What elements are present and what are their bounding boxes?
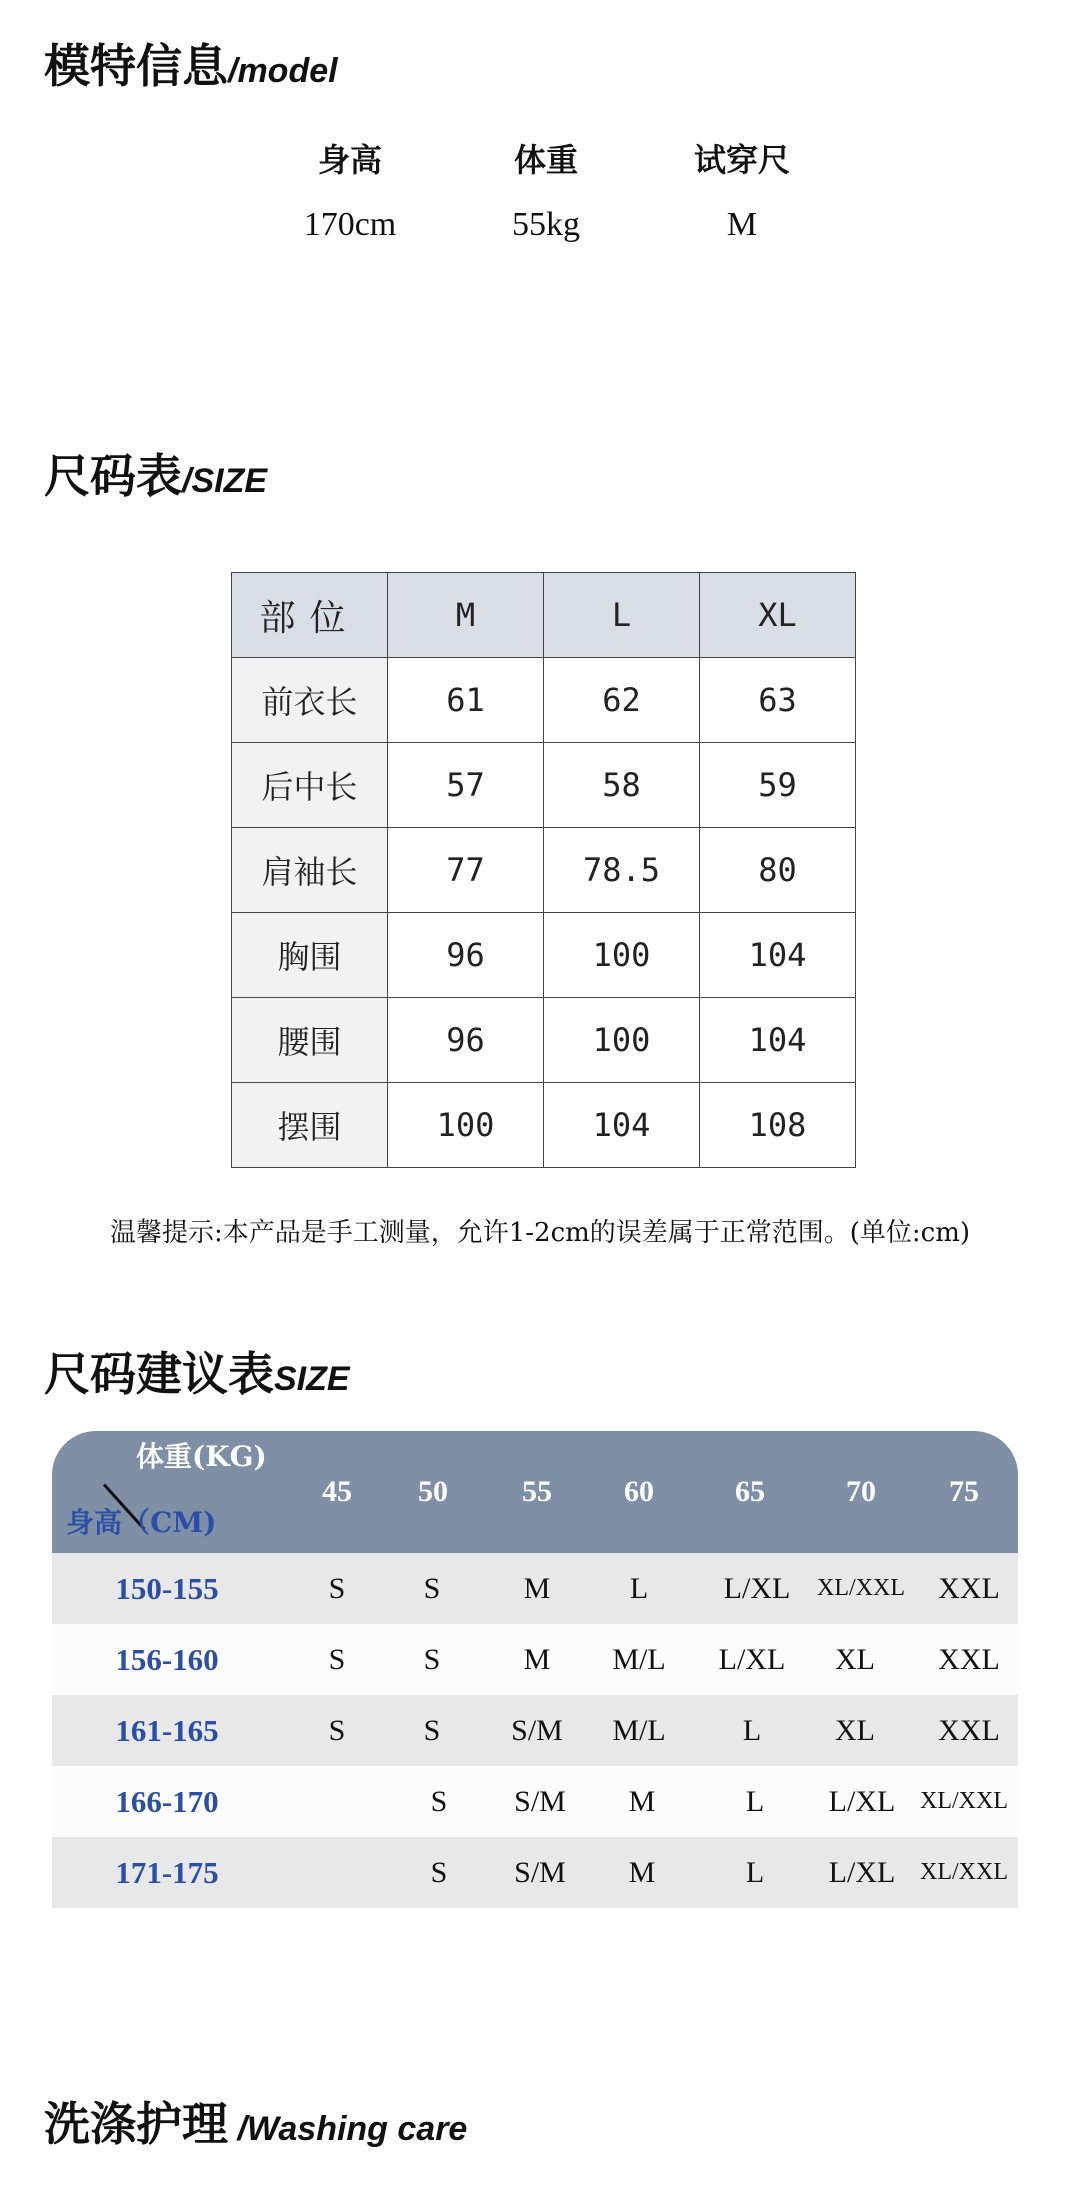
recommend-table — [52, 1431, 1018, 1908]
recommend-title-zh: 尺码建议表 — [44, 1347, 274, 1401]
value-cell: 100 — [388, 1083, 544, 1168]
height-range: 161-165 — [115, 1713, 219, 1748]
value-cell: 100 — [544, 998, 700, 1083]
size-cell: L — [745, 1785, 765, 1818]
size-cell: XXL — [938, 1572, 1000, 1605]
value-cell: 78.5 — [544, 828, 700, 913]
header-cell: 部位 — [232, 573, 388, 658]
size-cell: L — [629, 1572, 649, 1605]
size-cell: M — [628, 1856, 656, 1889]
recommend-row — [52, 1624, 1018, 1695]
weight-cell: 50 — [418, 1475, 448, 1508]
part-cell: 前衣长 — [232, 658, 388, 743]
recommend-row — [52, 1553, 1018, 1624]
size-cell: L/XL — [718, 1643, 786, 1676]
size-cell: L — [745, 1856, 765, 1889]
value-cell: 96 — [388, 998, 544, 1083]
size-cell: S — [328, 1572, 346, 1605]
part-cell: 胸围 — [232, 913, 388, 998]
value-cell: 62 — [544, 658, 700, 743]
recommend-row — [52, 1837, 1018, 1908]
size-cell: XL — [835, 1714, 875, 1747]
measurement-tip: 温馨提示:本产品是手工测量，允许1-2cm的误差属于正常范围。(单位:cm) — [109, 1218, 971, 1248]
size-cell: XL/XXL — [817, 1575, 905, 1601]
size-cell: XL/XXL — [920, 1859, 1008, 1885]
table-row — [232, 828, 856, 913]
size-cell: S — [423, 1643, 441, 1676]
recommend-row — [52, 1695, 1018, 1766]
recommend-title-en: SIZE — [274, 1360, 350, 1398]
size-cell: M — [628, 1785, 656, 1818]
weight-axis-label: 体重(KG) — [136, 1440, 267, 1473]
part-cell: 摆围 — [232, 1083, 388, 1168]
weight-cell: 75 — [949, 1475, 979, 1508]
size-cell: XL — [835, 1643, 875, 1676]
weight-cell: 45 — [322, 1475, 352, 1508]
size-cell: M/L — [612, 1714, 666, 1747]
header-cell: XL — [700, 573, 856, 658]
model-label: 身高 — [317, 141, 382, 179]
size-cell: L/XL — [828, 1785, 896, 1818]
value-cell: 96 — [388, 913, 544, 998]
value-cell: 57 — [388, 743, 544, 828]
size-cell: XXL — [938, 1643, 1000, 1676]
size-cell: S — [328, 1714, 346, 1747]
washing-title-en: /Washing care — [228, 2110, 468, 2148]
model-label: 试穿尺 — [693, 141, 790, 179]
weight-cell: 55 — [522, 1475, 552, 1508]
recommend-row — [52, 1766, 1018, 1837]
size-section-title — [44, 440, 267, 506]
model-col-height — [270, 130, 430, 260]
weight-cell: 60 — [624, 1475, 654, 1508]
weight-cell: 70 — [846, 1475, 876, 1508]
model-section-title — [44, 30, 338, 96]
model-title-en: /model — [228, 52, 338, 90]
value-cell: 104 — [544, 1083, 700, 1168]
size-table-header — [232, 573, 856, 658]
washing-section-title — [44, 2088, 467, 2154]
height-range: 171-175 — [115, 1855, 219, 1890]
value-cell: 61 — [388, 658, 544, 743]
part-cell: 肩袖长 — [232, 828, 388, 913]
size-cell: M — [523, 1572, 551, 1605]
model-col-weight — [466, 130, 626, 260]
value-cell: 104 — [700, 913, 856, 998]
height-axis-label: 身高（CM) — [66, 1506, 217, 1539]
header-cell: M — [388, 573, 544, 658]
model-title-zh: 模特信息 — [44, 39, 228, 93]
value-cell: 58 — [544, 743, 700, 828]
model-value: 170cm — [303, 206, 397, 243]
value-cell: 108 — [700, 1083, 856, 1168]
table-row — [232, 998, 856, 1083]
size-cell: L — [742, 1714, 762, 1747]
model-label: 体重 — [513, 141, 578, 179]
size-title-en: /SIZE — [182, 462, 268, 500]
size-cell: S — [423, 1714, 441, 1747]
header-cell: L — [544, 573, 700, 658]
part-cell: 后中长 — [232, 743, 388, 828]
height-range: 166-170 — [115, 1784, 219, 1819]
size-cell: M — [523, 1643, 551, 1676]
value-cell: 63 — [700, 658, 856, 743]
size-cell: L/XL — [828, 1856, 896, 1889]
size-cell: XXL — [938, 1714, 1000, 1747]
height-range: 150-155 — [115, 1571, 219, 1606]
model-col-size — [662, 130, 822, 260]
size-cell: S — [430, 1856, 448, 1889]
size-cell: S/M — [514, 1856, 566, 1889]
weight-cell: 65 — [735, 1475, 765, 1508]
size-cell: S — [328, 1643, 346, 1676]
model-value: M — [726, 206, 758, 243]
height-range: 156-160 — [115, 1642, 219, 1677]
value-cell: 104 — [700, 998, 856, 1083]
recommend-section-title — [44, 1338, 350, 1404]
size-table — [231, 572, 856, 1168]
value-cell: 100 — [544, 913, 700, 998]
model-value: 55kg — [512, 206, 580, 243]
value-cell: 80 — [700, 828, 856, 913]
size-title-zh: 尺码表 — [44, 449, 182, 503]
size-cell: S — [423, 1572, 441, 1605]
table-row — [232, 913, 856, 998]
size-cell: L/XL — [723, 1572, 791, 1605]
size-cell: S/M — [511, 1714, 563, 1747]
recommend-header — [52, 1431, 1018, 1553]
size-cell: M/L — [612, 1643, 666, 1676]
size-cell: S/M — [514, 1785, 566, 1818]
table-row — [232, 1083, 856, 1168]
part-cell: 腰围 — [232, 998, 388, 1083]
value-cell: 77 — [388, 828, 544, 913]
table-row — [232, 658, 856, 743]
size-cell: XL/XXL — [920, 1788, 1008, 1814]
table-row — [232, 743, 856, 828]
washing-title-zh: 洗涤护理 — [44, 2097, 228, 2151]
size-cell: S — [430, 1785, 448, 1818]
value-cell: 59 — [700, 743, 856, 828]
